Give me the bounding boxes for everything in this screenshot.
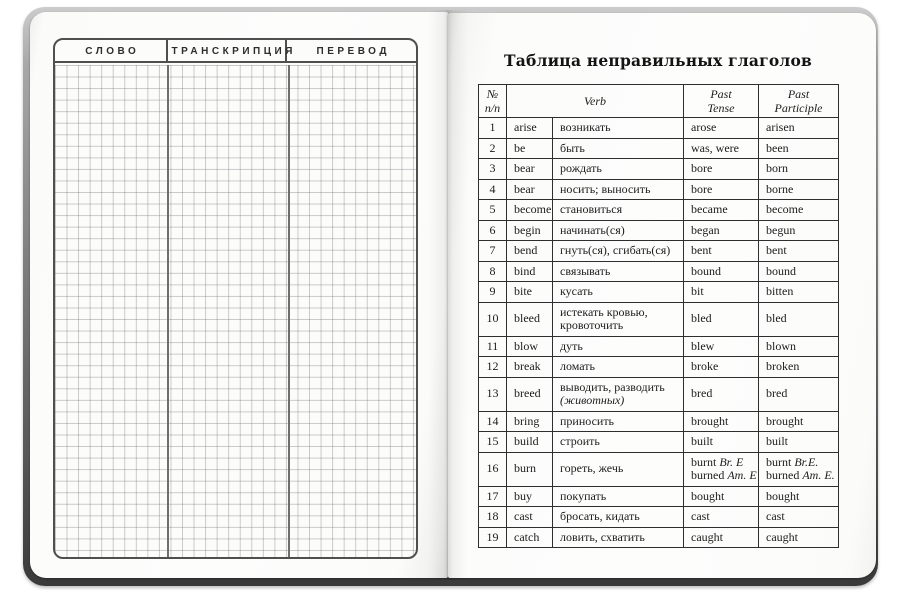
cell-translation: бросать, кидать (553, 507, 684, 528)
cell-translation: приносить (553, 411, 684, 432)
cell-past-participle: bent (759, 241, 839, 262)
table-row (479, 241, 839, 262)
left-page (30, 12, 448, 578)
cell-num: 17 (479, 486, 507, 507)
cell-translation: гореть, жечь (553, 452, 684, 486)
cell-verb: arise (507, 118, 553, 139)
table-header-row (479, 85, 839, 118)
cell-translation: выводить, разводить (животных) (553, 377, 684, 411)
table-row (479, 118, 839, 139)
table-row (479, 507, 839, 528)
cell-translation: быть (553, 138, 684, 159)
cell-num: 5 (479, 200, 507, 221)
cell-past-tense: bled (684, 302, 759, 336)
cell-num: 8 (479, 261, 507, 282)
column-header-word: СЛОВО (55, 40, 168, 61)
cell-verb: buy (507, 486, 553, 507)
cell-translation: рождать (553, 159, 684, 180)
column-header-num: № п/п (479, 85, 507, 118)
table-row (479, 527, 839, 548)
cell-past-participle: blown (759, 336, 839, 357)
cell-translation: возникать (553, 118, 684, 139)
column-header-translation: ПЕРЕВОД (316, 46, 390, 57)
cell-translation: носить; выносить (553, 179, 684, 200)
cell-past-participle: caught (759, 527, 839, 548)
cell-verb: bend (507, 241, 553, 262)
cell-verb: be (507, 138, 553, 159)
table-row (479, 357, 839, 378)
cell-verb: blow (507, 336, 553, 357)
cell-past-participle: bled (759, 302, 839, 336)
cell-past-participle: arisen (759, 118, 839, 139)
vocab-header-row (55, 40, 416, 63)
column-header-verb: Verb (507, 85, 684, 118)
cell-num: 19 (479, 527, 507, 548)
table-row (479, 411, 839, 432)
cell-verb: begin (507, 220, 553, 241)
cell-past-tense: became (684, 200, 759, 221)
cell-translation: становиться (553, 200, 684, 221)
irregular-verbs-table (478, 84, 839, 548)
cell-past-participle: broken (759, 357, 839, 378)
cell-past-tense: broke (684, 357, 759, 378)
cell-num: 15 (479, 432, 507, 453)
cell-num: 4 (479, 179, 507, 200)
cell-num: 11 (479, 336, 507, 357)
cell-translation: строить (553, 432, 684, 453)
cell-past-participle: borne (759, 179, 839, 200)
table-row (479, 336, 839, 357)
cell-num: 18 (479, 507, 507, 528)
column-divider (167, 65, 169, 557)
table-row (479, 432, 839, 453)
cell-past-tense: bound (684, 261, 759, 282)
cell-verb: bear (507, 179, 553, 200)
cell-past-tense: bent (684, 241, 759, 262)
cell-num: 16 (479, 452, 507, 486)
cell-past-participle: cast (759, 507, 839, 528)
cell-num: 2 (479, 138, 507, 159)
cell-translation: ловить, схватить (553, 527, 684, 548)
cell-past-participle: begun (759, 220, 839, 241)
column-header-past-participle: Past Participle (759, 85, 839, 118)
table-row (479, 302, 839, 336)
table-row (479, 179, 839, 200)
cell-num: 14 (479, 411, 507, 432)
cell-past-tense: bred (684, 377, 759, 411)
cell-translation: гнуть(ся), сгибать(ся) (553, 241, 684, 262)
cell-past-participle: brought (759, 411, 839, 432)
cell-past-tense: began (684, 220, 759, 241)
cell-past-participle: bitten (759, 282, 839, 303)
cell-num: 6 (479, 220, 507, 241)
table-row (479, 282, 839, 303)
grid-paper (55, 65, 416, 557)
table-row (479, 200, 839, 221)
column-header-transcription: ТРАНСКРИПЦИЯ (168, 40, 287, 61)
cell-num: 9 (479, 282, 507, 303)
cell-verb: bind (507, 261, 553, 282)
cell-num: 3 (479, 159, 507, 180)
table-row (479, 261, 839, 282)
cell-past-tense: bit (684, 282, 759, 303)
cell-past-participle: become (759, 200, 839, 221)
cell-translation: ломать (553, 357, 684, 378)
cell-translation: связывать (553, 261, 684, 282)
cell-verb: burn (507, 452, 553, 486)
cell-past-participle: bred (759, 377, 839, 411)
column-header-past-tense: Past Tense (684, 85, 759, 118)
cell-num: 12 (479, 357, 507, 378)
cell-past-participle: bound (759, 261, 839, 282)
cell-translation: начинать(ся) (553, 220, 684, 241)
cell-verb: bear (507, 159, 553, 180)
cell-num: 10 (479, 302, 507, 336)
cell-verb: bite (507, 282, 553, 303)
cell-past-tense: bore (684, 159, 759, 180)
cell-past-tense: arose (684, 118, 759, 139)
cell-past-participle: burnt Br.E. burned Am. E. (759, 452, 839, 486)
cell-past-participle: built (759, 432, 839, 453)
cell-past-tense: burnt Br. E burned Am. E (684, 452, 759, 486)
cell-num: 7 (479, 241, 507, 262)
table-title: Таблица неправильных глаголов (503, 51, 813, 70)
cell-past-tense: bore (684, 179, 759, 200)
cell-verb: build (507, 432, 553, 453)
cell-past-tense: cast (684, 507, 759, 528)
vocabulary-grid-frame (53, 38, 418, 559)
table-row (479, 452, 839, 486)
cell-past-tense: blew (684, 336, 759, 357)
cell-translation: дуть (553, 336, 684, 357)
cell-past-tense: was, were (684, 138, 759, 159)
cell-past-participle: bought (759, 486, 839, 507)
cell-past-tense: caught (684, 527, 759, 548)
cell-verb: bleed (507, 302, 553, 336)
cell-past-tense: bought (684, 486, 759, 507)
cell-past-tense: built (684, 432, 759, 453)
table-row (479, 138, 839, 159)
cell-past-tense: brought (684, 411, 759, 432)
cell-num: 1 (479, 118, 507, 139)
cell-translation: кусать (553, 282, 684, 303)
cell-verb: catch (507, 527, 553, 548)
cell-verb: breed (507, 377, 553, 411)
table-row (479, 220, 839, 241)
cell-translation: покупать (553, 486, 684, 507)
table-row (479, 486, 839, 507)
table-row (479, 377, 839, 411)
right-page (448, 13, 876, 578)
cell-translation: истекать кровью, кровоточить (553, 302, 684, 336)
cell-verb: break (507, 357, 553, 378)
cell-verb: become (507, 200, 553, 221)
column-divider (288, 65, 290, 557)
table-row (479, 159, 839, 180)
cell-verb: bring (507, 411, 553, 432)
cell-past-participle: been (759, 138, 839, 159)
cell-past-participle: born (759, 159, 839, 180)
cell-num: 13 (479, 377, 507, 411)
cell-verb: cast (507, 507, 553, 528)
